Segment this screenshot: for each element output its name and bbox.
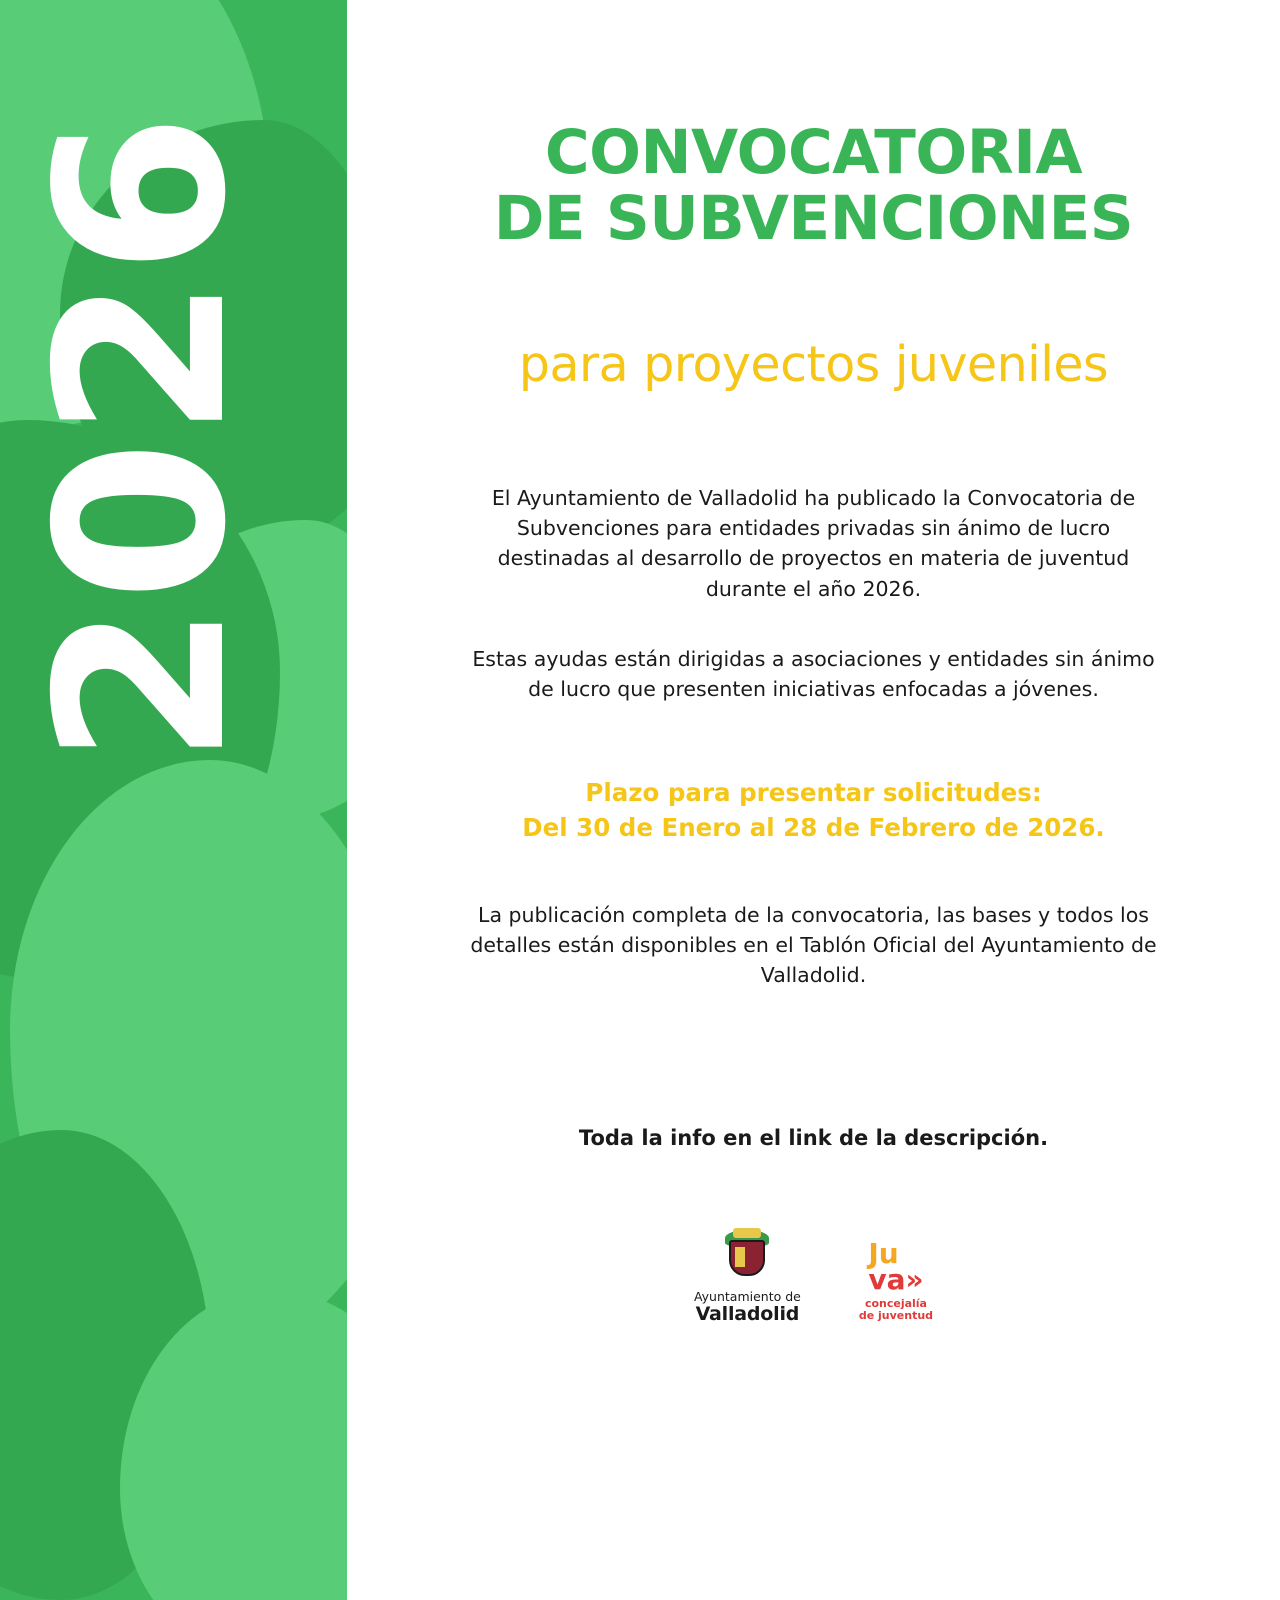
page-title	[407, 0, 1220, 252]
juva-subtitle-line-2: de juventud	[858, 1309, 934, 1323]
deadline-heading: Plazo para presentar solicitudes:	[585, 777, 1042, 807]
audience-paragraph: Estas ayudas están dirigidas a asociaciones y entidades sin ánimo de lucro que presenten iniciativas enfocadas a jóvenes.	[472, 647, 1155, 702]
deadline-block	[464, 705, 1164, 846]
juva-mark-line-2: va»	[868, 1262, 924, 1296]
juva-logo	[858, 1237, 934, 1325]
juva-mark-line-1: Ju	[868, 1237, 899, 1271]
year-label: 2026	[7, 111, 277, 765]
logo-row	[407, 1150, 1220, 1325]
valladolid-logo	[694, 1228, 801, 1325]
juva-subtitle-line-1: concejalía	[864, 1296, 927, 1310]
page-subtitle: para proyectos juveniles	[518, 335, 1109, 393]
intro-paragraph: El Ayuntamiento de Valladolid ha publicado la Convocatoria de Subvenciones para entidades privadas sin ánimo de lucro destinadas al desarrollo de proyectos en materia de juventud durante el año 2026.	[491, 485, 1136, 601]
poster-content	[347, 0, 1280, 1600]
juva-arrows-icon: »	[905, 1262, 924, 1296]
page-title-line-2: DE SUBVENCIONES	[493, 182, 1134, 254]
juva-logo-icon	[868, 1237, 924, 1296]
page-title-line-1: CONVOCATORIA	[544, 117, 1083, 188]
deadline-dates: Del 30 de Enero al 28 de Febrero de 2026.	[522, 813, 1105, 843]
valladolid-coat-of-arms-icon	[721, 1228, 773, 1284]
valladolid-logo-line-1: Ayuntamiento de	[693, 1288, 801, 1304]
call-to-action-note: Toda la info en el link de la descripción.	[578, 1125, 1049, 1150]
decorative-green-sidebar	[0, 0, 347, 1600]
valladolid-logo-line-2: Valladolid	[695, 1302, 800, 1325]
details-paragraph: La publicación completa de la convocatoria, las bases y todos los detalles están disponibles en el Tablón Oficial del Ayuntamiento de Valladolid.	[470, 902, 1157, 988]
juva-logo-subtitle	[859, 1298, 933, 1323]
valladolid-logo-text	[694, 1290, 801, 1325]
